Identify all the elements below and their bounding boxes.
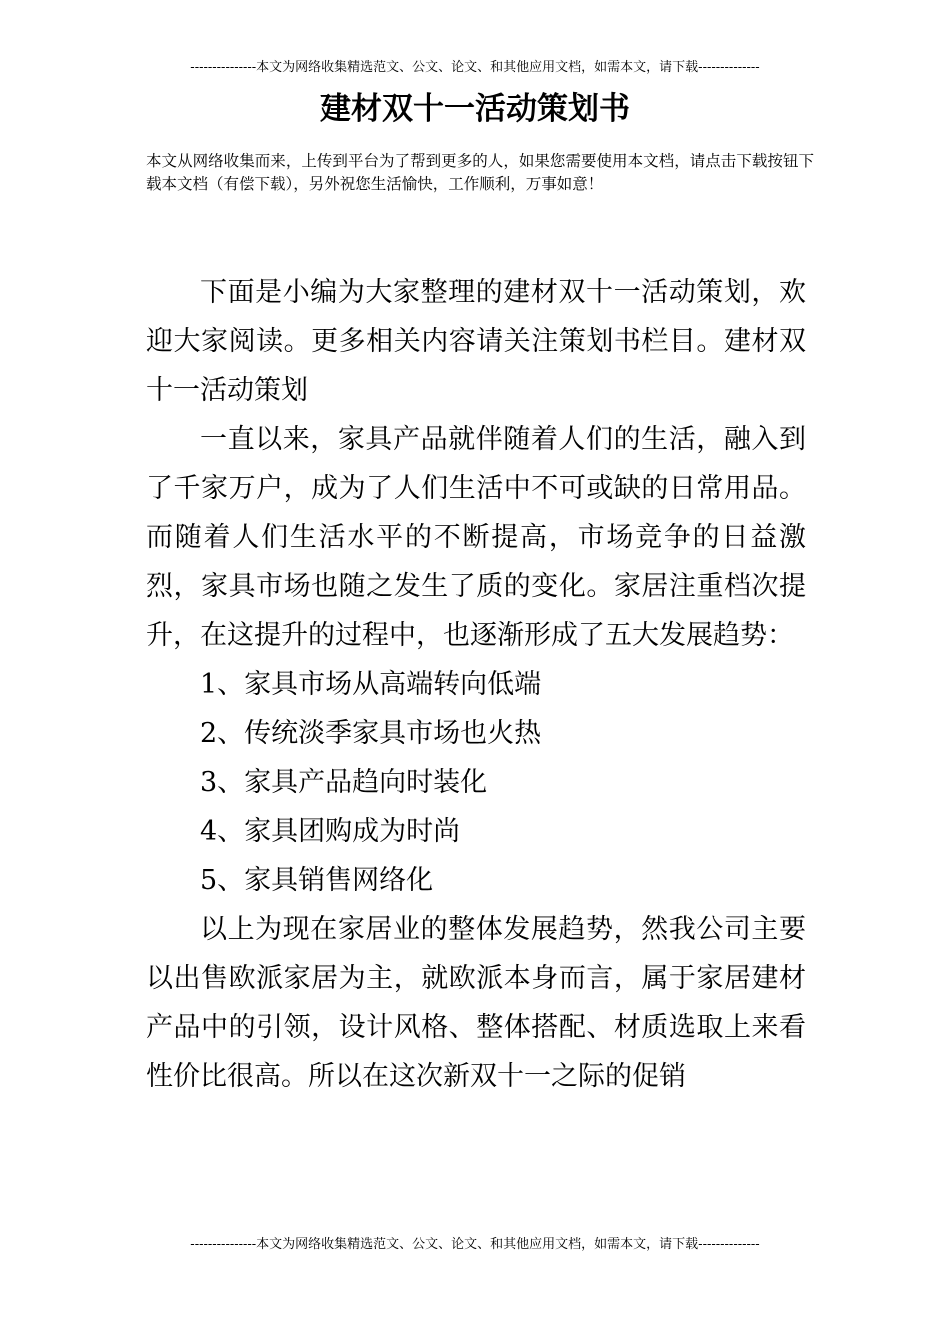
header-banner: ---------------本文为网络收集精选范文、公文、论文、和其他应用文档，如需本文，请下载-------------- [190, 60, 760, 75]
list-item: 2、传统淡季家具市场也火热 [200, 718, 542, 749]
body-paragraph: 以上为现在家居业的整体发展趋势，然我公司主要以出售欧派家居为主，就欧派本身而言，属于家居建材产品中的引领，设计风格、整体搭配、材质选取上来看性价比很高。所以在这次新双十一之际的促销 [146, 914, 806, 1092]
page-title: 建材双十一活动策划书 [320, 91, 630, 127]
document-body [146, 268, 806, 1101]
footer-banner: ---------------本文为网络收集精选范文、公文、论文、和其他应用文档，如需本文，请下载-------------- [190, 1237, 760, 1252]
body-paragraph: 下面是小编为大家整理的建材双十一活动策划，欢迎大家阅读。更多相关内容请关注策划书栏目。建材双十一活动策划 [146, 277, 806, 406]
list-item: 4、家具团购成为时尚 [200, 816, 461, 847]
list-item: 3、家具产品趋向时装化 [200, 767, 488, 798]
list-item: 1、家具市场从高端转向低端 [200, 669, 542, 700]
body-paragraph: 一直以来，家具产品就伴随着人们的生活，融入到了千家万户，成为了人们生活中不可或缺的日常用品。而随着人们生活水平的不断提高，市场竞争的日益激烈，家具市场也随之发生了质的变化。家居注重档次提升，在这提升的过程中，也逐渐形成了五大发展趋势： [146, 424, 806, 651]
list-item: 5、家具销售网络化 [200, 865, 434, 896]
disclaimer-text: 本文从网络收集而来，上传到平台为了帮到更多的人，如果您需要使用本文档，请点击下载按钮下载本文档（有偿下载），另外祝您生活愉快，工作顺利，万事如意！ [146, 152, 814, 193]
